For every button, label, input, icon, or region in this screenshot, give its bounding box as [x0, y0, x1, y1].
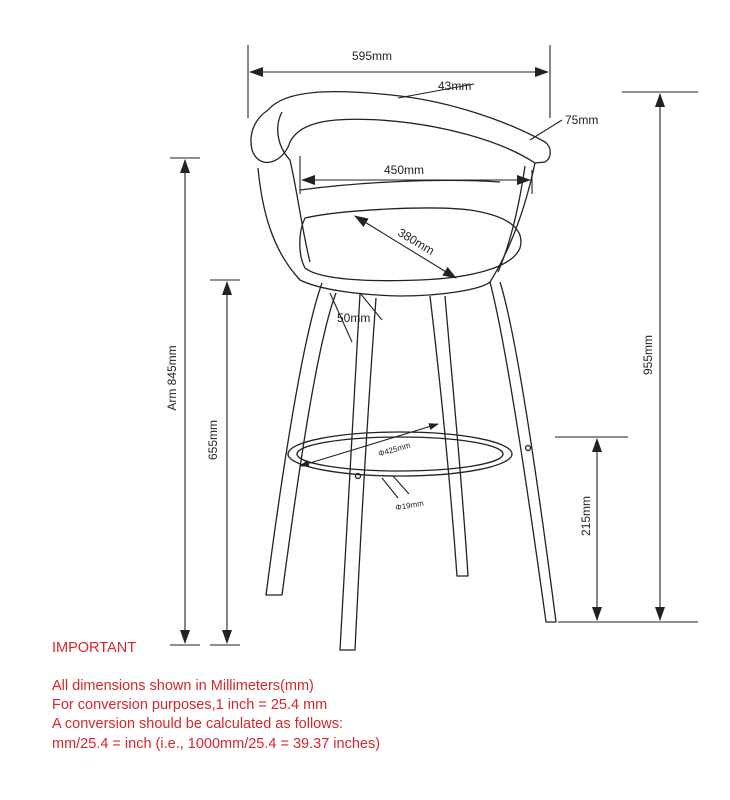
backrest	[251, 92, 550, 163]
label-overall-height: 955mm	[641, 334, 655, 376]
label-seat-height: 655mm	[206, 419, 220, 461]
note-line-1: All dimensions shown in Millimeters(mm)	[52, 678, 314, 694]
label-arm-end: 75mm	[565, 113, 599, 127]
footrest-ring	[288, 432, 512, 476]
leg-front-right	[490, 282, 556, 622]
note-line-3: A conversion should be calculated as follows:	[52, 716, 343, 732]
backrest-inner-edge	[278, 112, 290, 160]
footrest-bolt-2	[526, 446, 531, 451]
seat-back-curve	[300, 180, 500, 190]
label-arm-thickness: 43mm	[438, 79, 472, 93]
label-overall-width: 595mm	[351, 49, 393, 63]
label-arm-height: Arm 845mm	[165, 345, 179, 411]
leg-front-left	[266, 283, 336, 595]
label-footrest-diameter: Φ425mm	[377, 440, 412, 459]
label-footrest-height: 215mm	[579, 495, 593, 537]
dimension-lines	[170, 45, 698, 645]
label-leg-width: 50mm	[337, 311, 371, 325]
footrest-ring-inner	[297, 437, 503, 471]
label-inner-width: 450mm	[383, 163, 425, 177]
note-line-4: mm/25.4 = inch (i.e., 1000mm/25.4 = 39.37 inches)	[52, 736, 381, 752]
note-line-2: For conversion purposes,1 inch = 25.4 mm	[52, 697, 328, 713]
important-heading: IMPORTANT	[52, 640, 137, 656]
label-footrest-tube: Φ19mm	[394, 498, 425, 513]
label-seat-depth: 380mm	[395, 225, 437, 258]
leg-back-left	[340, 294, 376, 650]
